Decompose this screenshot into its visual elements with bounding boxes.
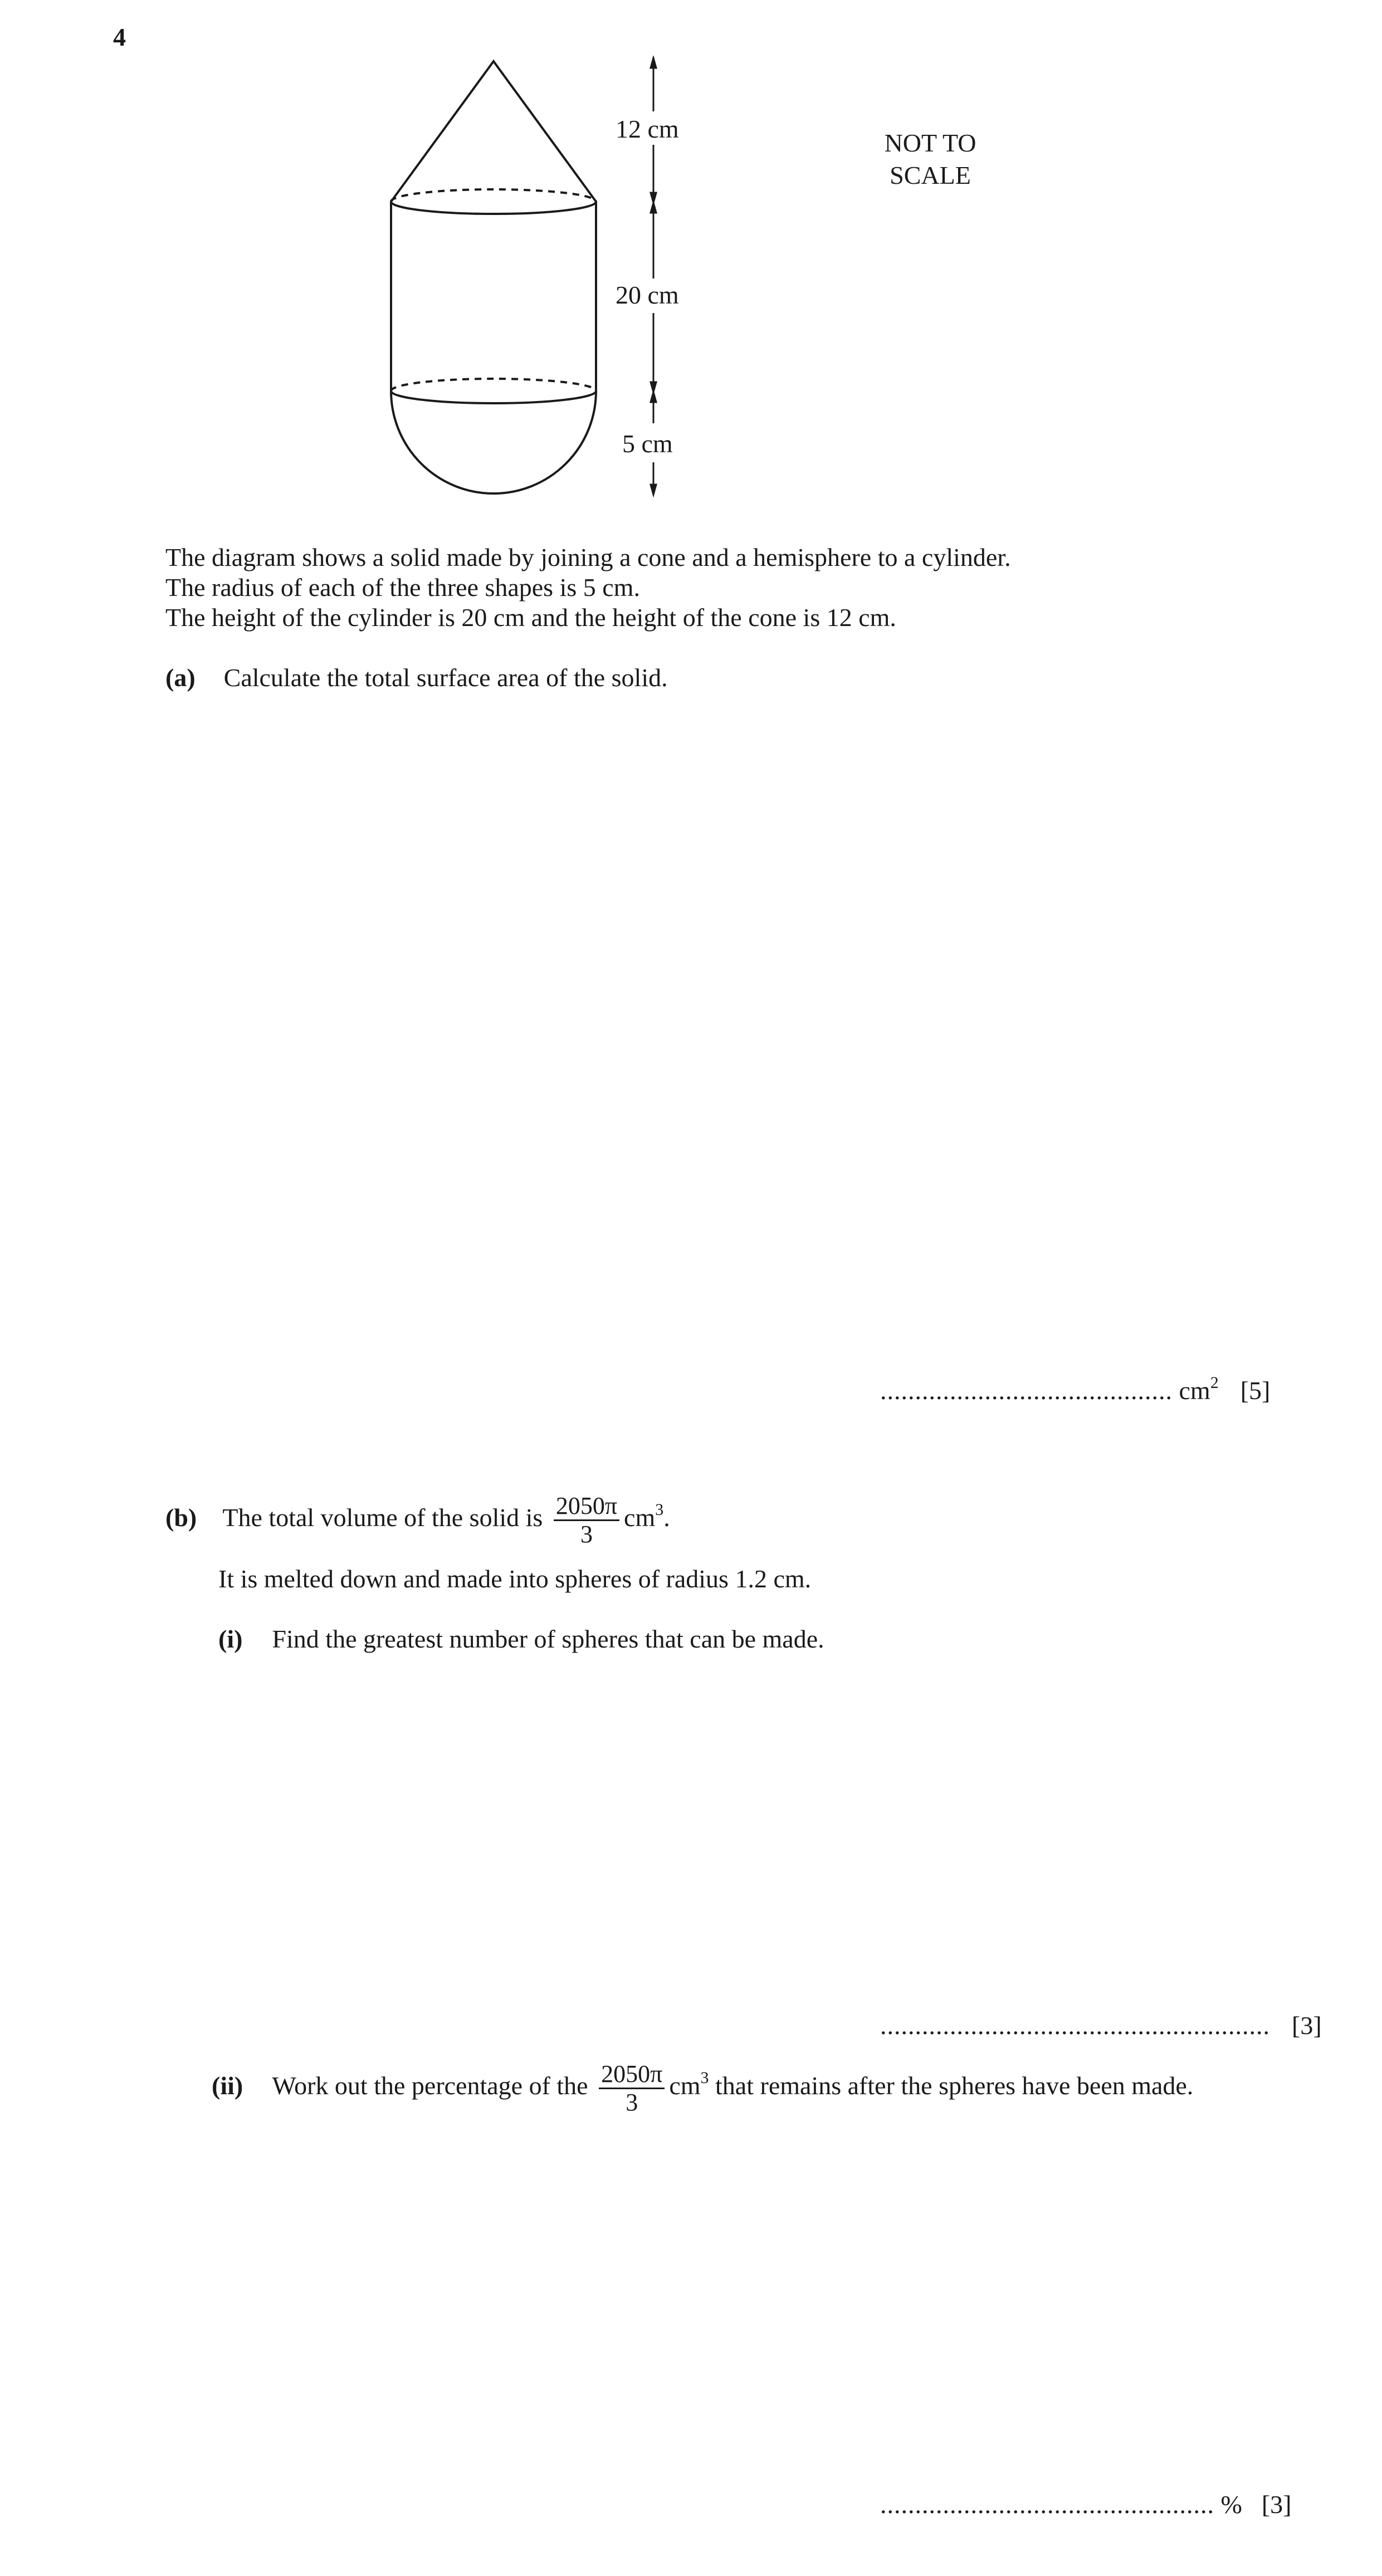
label-cylinder-height: 20 cm <box>616 281 679 309</box>
part-a <box>165 663 668 693</box>
part-b-ii <box>212 2061 1193 2116</box>
answer-dots: .......................................... <box>880 1376 1173 1405</box>
volume-unit: cm <box>624 1503 656 1532</box>
volume-fraction <box>554 1493 619 1548</box>
question-number: 4 <box>113 23 126 51</box>
not-to-scale-note: NOT TO SCALE <box>884 129 976 189</box>
hemisphere-outline <box>391 391 596 493</box>
part-a-question: Calculate the total surface area of the solid. <box>223 663 668 692</box>
answer-dots: ................................................ <box>880 2490 1214 2519</box>
part-b-line-2: It is melted down and made into spheres of radius 1.2 cm. <box>218 1565 812 1593</box>
cylinder-bottom-ellipse-back <box>391 379 596 391</box>
part-a-marks: [5] <box>1240 1376 1271 1405</box>
intro-line-1: The diagram shows a solid made by joining a cone and a hemisphere to a cylinder. <box>165 543 1011 571</box>
volume-unit-power: 3 <box>655 1500 664 1519</box>
intro-line-2: The radius of each of the three shapes is 5 cm. <box>165 573 640 602</box>
solid-diagram <box>368 56 758 512</box>
intro-line-3: The height of the cylinder is 20 cm and the height of the cone is 12 cm. <box>165 603 896 632</box>
part-b <box>165 1493 670 1548</box>
volume-unit-power: 3 <box>700 2069 709 2088</box>
part-b-i-answer-line[interactable] <box>880 2011 1322 2040</box>
answer-dots: ........................................................ <box>880 2011 1270 2040</box>
cylinder-bottom-ellipse-front <box>391 391 596 403</box>
cone-outline <box>391 61 596 202</box>
answer-unit: % <box>1220 2490 1242 2519</box>
volume-unit: cm <box>669 2071 701 2100</box>
label-cone-height: 12 cm <box>616 115 679 143</box>
part-b-ii-label: (ii) <box>212 2071 243 2100</box>
part-b-ii-answer-line[interactable] <box>880 2490 1291 2519</box>
part-b-i-question: Find the greatest number of spheres that can be made. <box>272 1625 824 1653</box>
fraction-denominator: 3 <box>580 1521 593 1548</box>
part-b-ii-marks: [3] <box>1261 2490 1292 2519</box>
fraction-numerator: 2050π <box>599 2061 665 2089</box>
cylinder-top-ellipse-back <box>391 189 596 202</box>
part-b-text: The total volume of the solid is <box>222 1503 543 1532</box>
fraction-numerator: 2050π <box>554 1493 619 1521</box>
part-b-ii-text: Work out the percentage of the <box>272 2071 588 2100</box>
part-b-i-label: (i) <box>218 1625 243 1653</box>
volume-fraction <box>599 2061 665 2116</box>
label-hemisphere-radius: 5 cm <box>622 429 673 458</box>
fraction-denominator: 3 <box>626 2089 638 2116</box>
part-b-i <box>218 1624 824 1654</box>
answer-unit-power: 2 <box>1210 1373 1219 1392</box>
part-b-i-marks: [3] <box>1292 2011 1322 2040</box>
part-a-label: (a) <box>165 663 196 692</box>
part-b-label: (b) <box>165 1503 197 1532</box>
part-a-answer-line[interactable] <box>880 1373 1271 1405</box>
part-b-ii-text-end: that remains after the spheres have been made. <box>715 2071 1194 2100</box>
answer-unit: cm <box>1179 1376 1210 1405</box>
volume-text-end: . <box>663 1503 670 1532</box>
cylinder-top-ellipse-front <box>391 202 596 214</box>
